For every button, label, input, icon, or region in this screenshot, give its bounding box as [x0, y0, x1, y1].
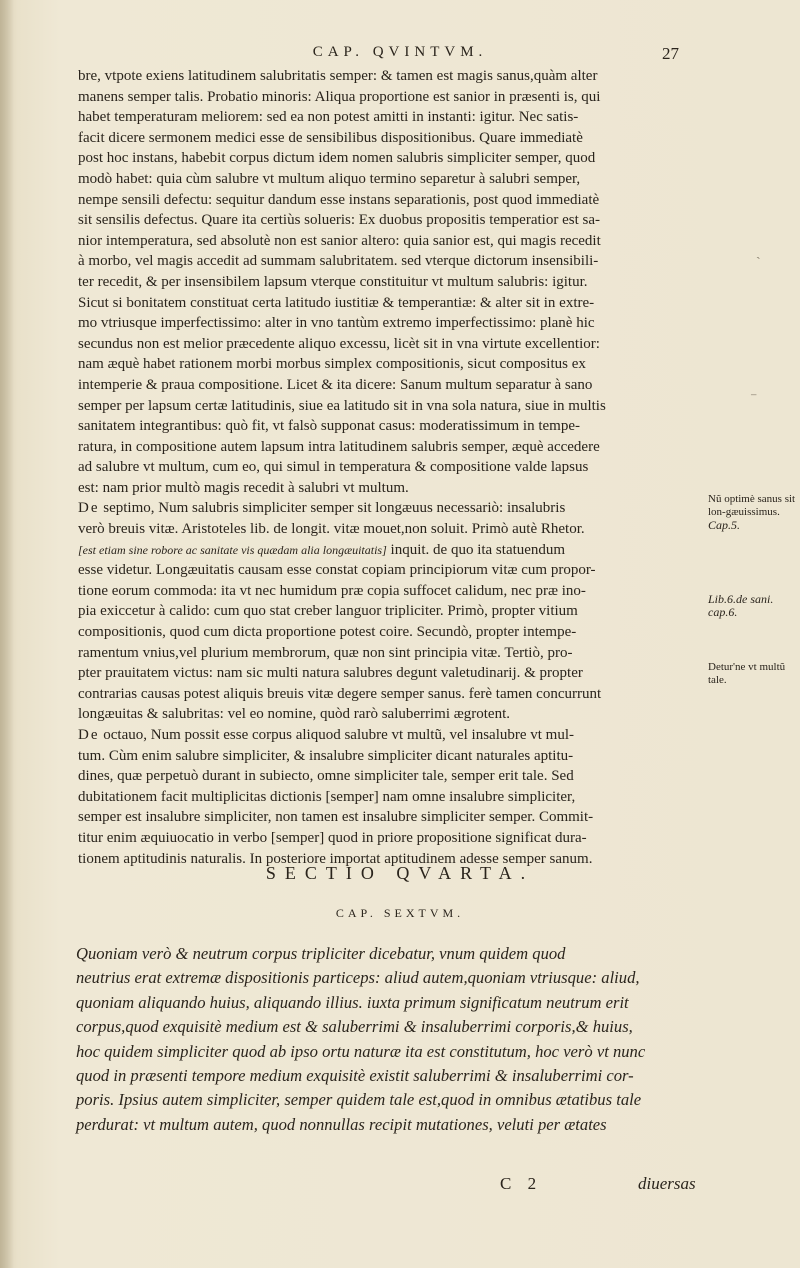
paragraph-septimo	[78, 498, 708, 725]
catchword: diuersas	[638, 1174, 696, 1193]
text-line: mo vtriusque imperfectissimo: alter in vno tantùm extremo imperfectissimo: planè hic	[78, 315, 595, 332]
text-line: secundus non est melior præcedente aliquo excessu, licèt sit in vna virtute excellentior:	[78, 335, 600, 352]
text-line: pter prauitatem victus: nam sic multi natura salubres degunt valetudinarij. & propter	[78, 665, 583, 682]
marginal-notes	[708, 493, 796, 695]
text-line: tione eorum commoda: ita vt nec humidum præ copia suffocet calidum, nec præ ino-	[78, 582, 586, 599]
chapter-heading: CAP. SEXTVM.	[335, 906, 465, 920]
main-text	[78, 66, 708, 869]
text-line: semper per lapsum certæ latitudinis, siue ea latitudo sit in vna sola natura, siue in multis	[78, 397, 606, 414]
italic-line: perdurat: vt multum autem, quod nonnullas recipit mutationes, veluti per ætates	[76, 1114, 607, 1134]
text-line: contrarias causas potest aliquis breuis vitæ degere semper sanus. ferè tamen concurrunt	[78, 685, 602, 702]
margin-note-reference: Cap.5.	[708, 518, 741, 532]
italic-line: hoc quidem simpliciter quod ab ipso ortu naturæ ita est constitutum, hoc verò vt nunc	[76, 1041, 646, 1061]
text-line: dines, quæ perpetuò durant in subiecto, omne simpliciter tale, semper erit tale. Sed	[78, 768, 574, 785]
line-text: septimo, Num salubris simpliciter semper sit longæuus necessariò: insalubris	[103, 500, 566, 517]
gutter-shadow	[0, 0, 14, 1268]
text-line: nam æquè habet rationem morbi morbus simplex compositionis, sicut compositus ex	[78, 356, 586, 373]
text-line: modò habet: quia cùm salubre vt multum aliquo termino separetur à salubri semper,	[78, 170, 581, 187]
text-line: sanitatem integrantibus: quò fit, vt falsò supponat casus: moderatissimum in tempe-	[78, 418, 580, 435]
text-line: intemperie & praua compositione. Licet & ita dicere: Sanum multum separatur à sano	[78, 376, 593, 393]
ink-mark: ˎ	[756, 244, 761, 260]
text-line: tionem aptitudinis naturalis. In posteriore importat aptitudinem adesse semper sanum.	[78, 850, 593, 867]
text-line: esse videtur. Longæuitatis causam esse constat copiam principiorum vitæ cum propor-	[78, 562, 596, 579]
text-line: compositionis, quod cum dicta proportione potest coire. Secundò, propter intempe-	[78, 624, 577, 641]
text-line: facit dicere sermonem medici esse de sensibilibus dispositionibus. Quare immediatè	[78, 129, 583, 146]
text-line: pia exiccetur à calido: cum quo stat creber languor tripliciter. Primò, propter vitium	[78, 603, 578, 620]
text-line: manens semper talis. Probatio minoris: Aliqua proportione est sanior in præsenti is, qui	[78, 88, 601, 105]
section-heading: SECTIO QVARTA.	[265, 863, 535, 883]
margin-note	[708, 593, 796, 619]
text-line: habet temperaturam meliorem: sed ea non potest amitti in instanti: igitur. Nec satis-	[78, 109, 579, 126]
paragraph-lines	[78, 560, 708, 725]
line-text: octauo, Num possit esse corpus aliquod salubre vt multũ, vel insalubre vt mul-	[103, 727, 575, 743]
text-line: titur enim æquiuocatio in verbo [semper] quod in priore propositione significat dura-	[78, 829, 587, 846]
italic-quotation: [est etiam sine robore ac sanitate vis quædam alia longæuitatis]	[78, 542, 387, 557]
italic-line: quod in præsenti tempore medium exquisitè existit saluberrimi & insaluberrimi cor-	[76, 1066, 634, 1086]
text-line: sit sensilis defectus. Quare ita certiùs solueris: Ex duobus propositis temperatior est sa-	[78, 212, 600, 229]
text-line: ter recedit, & per insensibilem lapsum vterque constituitur vt multum salubris: igitur.	[78, 273, 588, 290]
text-line: bre, vtpote exiens latitudinem salubritatis semper: & tamen est magis sanus,quàm alter	[78, 68, 598, 84]
ink-mark: ⁻	[750, 390, 758, 406]
text-line: nempe sensili defectu: sequitur dandum esse instans separationis, post quod immediatè	[78, 191, 600, 208]
text-line: à morbo, vel magis accedit ad summam salubritatem. sed vterque dictorum insensibili-	[78, 253, 599, 270]
italic-paragraph	[76, 942, 700, 1137]
paragraph-octauo	[78, 725, 708, 869]
italic-line: poris. Ipsius autem simpliciter, semper quidem tale est,quod in omnibus ætatibus tale	[76, 1090, 642, 1110]
italic-line: corpus,quod exquisitè medium est & saluberrimi & insaluberrimi corporis,& huius,	[76, 1017, 633, 1037]
text-line: Sicut si bonitatem constituat certa latitudo iustitiæ & temperantiæ: & alter sit in extre-	[78, 294, 595, 311]
text-line: nior intemperatura, sed absolutè non est sanior altero: quia sanior est, qui magis recedit	[78, 232, 601, 249]
margin-note-text: Nũ optimè sanus sit lon-gæuissimus.	[708, 493, 796, 518]
running-title: CAP. QVINTVM.	[312, 44, 488, 60]
text-line	[78, 498, 708, 519]
text-line: ratura, in compositione autem lapsum intra latitudinem salubris semper, æquè accedere	[78, 438, 600, 455]
margin-note-text: Detur'ne vt multũ tale.	[708, 661, 786, 686]
italic-line: Quoniam verò & neutrum corpus tripliciter dicebatur, vnum quidem quod	[76, 944, 566, 963]
paragraph-continuation	[78, 66, 708, 498]
page-number: 27	[662, 44, 679, 63]
lead-word: De	[78, 727, 100, 743]
text-line	[78, 540, 708, 561]
paragraph-lines	[78, 746, 708, 870]
text-line: post hoc instans, habebit corpus dictum idem nomen salubris simpliciter semper, quod	[78, 150, 596, 167]
italic-line: neutrius erat extremæ dispositionis particeps: aliud autem,quoniam vtriusque: aliud,	[76, 968, 640, 988]
line-text: inquit. de quo ita statuendum	[390, 541, 566, 558]
text-line: verò breuis vitæ. Aristoteles lib. de longit. vitæ mouet,non soluit. Primò autè Rhetor.	[78, 521, 585, 538]
margin-note	[708, 493, 796, 532]
margin-note-reference: Lib.6.de sani. cap.6.	[708, 592, 774, 619]
signature-mark: C 2	[500, 1174, 543, 1193]
italic-line: quoniam aliquando huius, aliquando illius. iuxta primum significatum neutrum erit	[76, 992, 629, 1012]
text-line: ramentum vnius,vel plurium membrorum, quæ non sint principia vitæ. Tertiò, pro-	[78, 644, 573, 661]
text-line: tum. Cùm enim salubre simpliciter, & insalubre simpliciter dicant naturales aptitu-	[78, 747, 574, 764]
page-footer	[0, 1174, 800, 1198]
text-line: est: nam prior multò magis recedit à salubri vt multum.	[78, 479, 409, 496]
running-head	[0, 44, 800, 68]
text-line: semper est insalubre simpliciter, non tamen est insalubre simpliciter semper. Commit-	[78, 809, 594, 826]
text-line: dubitationem facit multiplicitas dictionis [semper] nam omne insalubre simpliciter,	[78, 788, 576, 805]
text-line: longæuitas & salubritas: vel eo nomine, quòd rarò saluberrimi ægrotent.	[78, 706, 511, 723]
margin-note	[708, 661, 796, 687]
text-line	[78, 725, 708, 746]
lead-word: De	[78, 500, 100, 517]
text-line: ad salubre vt multum, cum eo, qui simul in temperatura & compositione valde lapsus	[78, 459, 589, 476]
